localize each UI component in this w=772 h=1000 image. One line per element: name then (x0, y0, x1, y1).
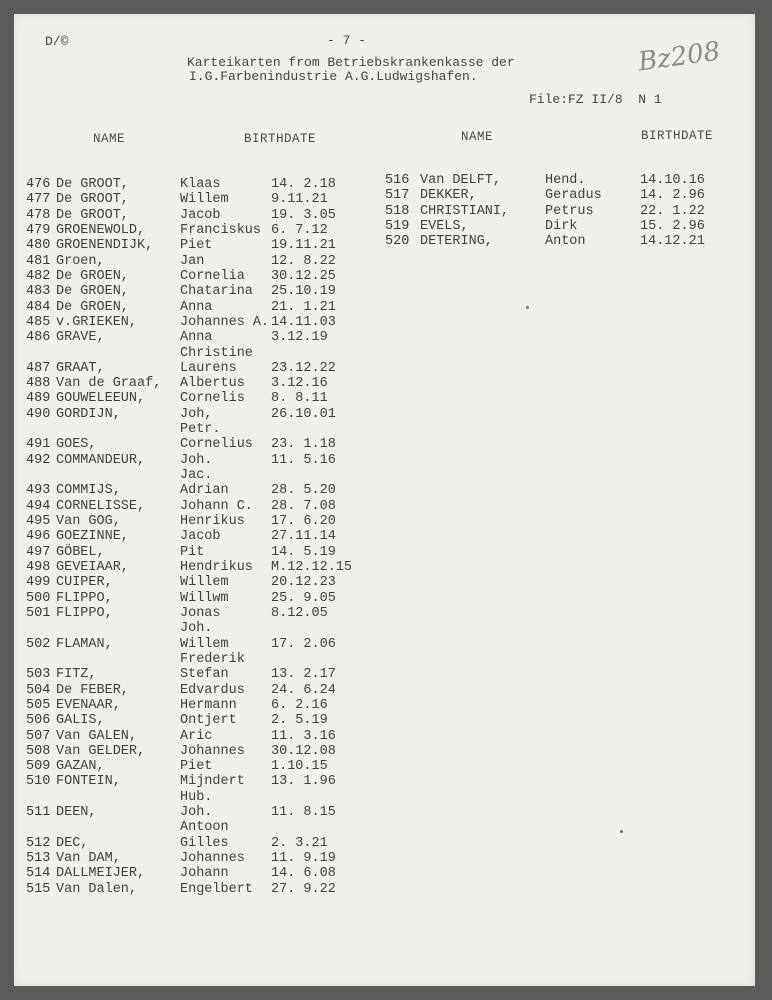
record-surname: GEVEIAAR, (56, 560, 129, 575)
record-num: 496 (26, 529, 51, 545)
record-num: 494 (26, 498, 51, 514)
record-num: 487 (26, 360, 51, 376)
record-num: 517 (385, 188, 410, 204)
record-first: Engelbert (180, 881, 253, 897)
record-first: Cornelia (180, 268, 245, 284)
record-surname: CHRISTIANI, (420, 203, 510, 219)
record-surname: GORDIJN, (56, 406, 121, 422)
record-surname: FITZ, (56, 667, 97, 683)
record-num: 485 (26, 314, 51, 330)
record-date: M.12.12.15 (271, 560, 353, 575)
record-date: 15. 2.96 (640, 218, 705, 234)
record-surname: DEKKER, (420, 188, 477, 204)
record-date: 27. 9.22 (271, 881, 336, 897)
handwritten-signature: Bz208 (636, 36, 723, 78)
record-date: 20.12.23 (271, 575, 336, 591)
record-surname: De FEBER, (56, 682, 129, 698)
record-first: Willwm (180, 590, 229, 606)
record-first: Hub. (180, 789, 213, 805)
record-first: Franciskus (180, 222, 262, 238)
record-first: Ontjert (180, 713, 237, 729)
record-date: 14. 6.08 (271, 866, 336, 882)
record-date: 13. 2.17 (271, 667, 336, 683)
record-date: 17. 6.20 (271, 514, 336, 530)
record-first: Jonas (180, 605, 221, 621)
record-date: 9.11.21 (271, 192, 328, 208)
record-first: Gilles (180, 835, 229, 851)
record-first: Hendrikus (180, 560, 253, 575)
record-num: 498 (26, 560, 51, 575)
file-reference: File:FZ II/8 N 1 (529, 92, 662, 107)
record-first: Willem (180, 192, 229, 208)
record-first: Jacob (180, 207, 221, 223)
record-surname: DALLMEIJER, (56, 866, 146, 882)
record-surname: v.GRIEKEN, (56, 314, 138, 330)
record-date: 21. 1.21 (271, 299, 336, 315)
column-header-name-right: NAME (461, 130, 494, 144)
record-num: 512 (26, 835, 51, 851)
record-num: 516 (385, 173, 410, 188)
record-surname: Van GOG, (56, 514, 121, 530)
record-num: 492 (26, 452, 51, 468)
record-date: 8. 8.11 (271, 391, 328, 407)
record-first: Laurens (180, 360, 237, 376)
record-surname: GALIS, (56, 713, 105, 729)
record-date: 28. 7.08 (271, 498, 336, 514)
record-first: Johannes (180, 851, 245, 867)
record-first: Johann (180, 866, 229, 882)
record-num: 510 (26, 774, 51, 790)
record-date: 30.12.08 (271, 743, 336, 759)
record-first: Stefan (180, 667, 229, 683)
record-num: 519 (385, 218, 410, 234)
record-num: 502 (26, 636, 51, 652)
record-first: Johannes (180, 743, 245, 759)
record-num: 493 (26, 483, 51, 499)
record-first: Christine (180, 345, 253, 361)
record-first: Albertus (180, 376, 245, 392)
record-date: 11. 9.19 (271, 851, 336, 867)
record-surname: DEEN, (56, 805, 97, 821)
record-surname: Van Dalen, (56, 881, 138, 897)
record-date: 11. 5.16 (271, 452, 336, 468)
record-first: Cornelis (180, 391, 245, 407)
record-num: 518 (385, 203, 410, 219)
record-num: 495 (26, 514, 51, 530)
record-surname: FONTEIN, (56, 774, 121, 790)
page-number: - 7 - (327, 33, 367, 48)
record-num: 480 (26, 238, 51, 254)
stray-mark (620, 830, 623, 833)
record-num: 505 (26, 697, 51, 713)
record-surname: DEC, (56, 835, 89, 851)
record-first: Pit (180, 544, 205, 560)
record-date: 14.12.21 (640, 234, 705, 250)
record-date: 27.11.14 (271, 529, 336, 545)
record-num: 486 (26, 330, 51, 346)
record-num: 504 (26, 682, 51, 698)
record-first: Joh. (180, 452, 213, 468)
record-first: Joh, (180, 406, 213, 422)
record-surname: EVELS, (420, 218, 469, 234)
record-date: 2. 3.21 (271, 835, 328, 851)
record-surname: FLIPPO, (56, 605, 113, 621)
record-num: 481 (26, 253, 51, 269)
record-surname: COMMANDEUR, (56, 452, 146, 468)
record-date: 22. 1.22 (640, 203, 705, 219)
record-date: 3.12.16 (271, 376, 328, 392)
record-first: Anna (180, 299, 213, 315)
record-date: 25.10.19 (271, 284, 336, 300)
record-first: Frederik (180, 651, 245, 667)
document-page (14, 14, 755, 986)
record-first: Geradus (545, 188, 602, 204)
record-date: 25. 9.05 (271, 590, 336, 606)
record-surname: GAZAN, (56, 759, 105, 775)
record-date: 2. 5.19 (271, 713, 328, 729)
record-num: 520 (385, 234, 410, 250)
record-surname: Groen, (56, 253, 105, 269)
record-surname: Van de Graaf, (56, 376, 162, 392)
record-first: Dirk (545, 218, 578, 234)
document-title-line-2: I.G.Farbenindustrie A.G.Ludwigshafen. (189, 69, 478, 84)
record-num: 514 (26, 866, 51, 882)
record-first: Jan (180, 253, 205, 269)
record-first: Johannes A. (180, 314, 270, 330)
record-num: 515 (26, 881, 51, 897)
record-first: Piet (180, 238, 213, 254)
record-date: 12. 8.22 (271, 253, 336, 269)
record-surname: Van GELDER, (56, 743, 146, 759)
stray-mark (526, 306, 529, 309)
record-date: 14. 2.96 (640, 188, 705, 204)
record-num: 511 (26, 805, 51, 821)
column-header-birthdate-left: BIRTHDATE (244, 132, 317, 146)
record-surname: FLIPPO, (56, 590, 113, 606)
record-num: 489 (26, 391, 51, 407)
record-surname: DETERING, (420, 234, 493, 250)
record-first: Henrikus (180, 514, 245, 530)
record-first: Joh. (180, 621, 213, 637)
record-surname: Van DAM, (56, 851, 121, 867)
record-first: Johann C. (180, 498, 253, 514)
record-num: 483 (26, 284, 51, 300)
record-date: 6. 7.12 (271, 222, 328, 238)
record-surname: De GROEN, (56, 268, 129, 284)
record-first: Petrus (545, 203, 594, 219)
record-num: 509 (26, 759, 51, 775)
record-first: Jac. (180, 468, 213, 484)
record-num: 507 (26, 728, 51, 744)
record-num: 499 (26, 575, 51, 591)
record-surname: GOUWELEEUN, (56, 391, 146, 407)
record-date: 19. 3.05 (271, 207, 336, 223)
record-num: 506 (26, 713, 51, 729)
record-num: 488 (26, 376, 51, 392)
record-first: Edvardus (180, 682, 245, 698)
record-num: 484 (26, 299, 51, 315)
record-first: Chatarina (180, 284, 253, 300)
record-surname: GRAAT, (56, 360, 105, 376)
record-date: 14.11.03 (271, 314, 336, 330)
record-first: Adrian (180, 483, 229, 499)
record-surname: Van GALEN, (56, 728, 138, 744)
record-surname: GOEZINNE, (56, 529, 129, 545)
column-header-name-left: NAME (93, 132, 126, 146)
record-num: 477 (26, 192, 51, 208)
record-first: Antoon (180, 820, 229, 836)
record-date: 8.12.05 (271, 605, 328, 621)
record-first: Willem (180, 575, 229, 591)
record-num: 497 (26, 544, 51, 560)
record-num: 500 (26, 590, 51, 606)
record-date: 14. 2.18 (271, 177, 336, 192)
record-date: 13. 1.96 (271, 774, 336, 790)
record-first: Petr. (180, 422, 221, 438)
document-reference: D/© (45, 34, 77, 49)
record-num: 478 (26, 207, 51, 223)
column-header-birthdate-right: BIRTHDATE (641, 129, 714, 143)
record-num: 508 (26, 743, 51, 759)
record-first: Aric (180, 728, 213, 744)
record-surname: De GROOT, (56, 207, 129, 223)
record-surname: GROENENDIJK, (56, 238, 154, 254)
record-surname: EVENAAR, (56, 697, 121, 713)
record-date: 28. 5.20 (271, 483, 336, 499)
record-surname: Van DELFT, (420, 173, 502, 188)
record-num: 491 (26, 437, 51, 453)
record-first: Anna (180, 330, 213, 346)
record-surname: De GROEN, (56, 284, 129, 300)
record-num: 479 (26, 222, 51, 238)
record-surname: COMMIJS, (56, 483, 121, 499)
record-surname: FLAMAN, (56, 636, 113, 652)
record-first: Hend. (545, 173, 586, 188)
record-surname: GÖBEL, (56, 544, 105, 560)
record-surname: De GROOT, (56, 177, 129, 192)
record-surname: CORNELISSE, (56, 498, 146, 514)
record-date: 3.12.19 (271, 330, 328, 346)
record-first: Piet (180, 759, 213, 775)
record-num: 503 (26, 667, 51, 683)
record-first: Jacob (180, 529, 221, 545)
record-date: 23. 1.18 (271, 437, 336, 453)
record-date: 6. 2.16 (271, 697, 328, 713)
record-first: Klaas (180, 177, 221, 192)
record-first: Cornelius (180, 437, 253, 453)
record-date: 14. 5.19 (271, 544, 336, 560)
record-surname: CUIPER, (56, 575, 113, 591)
record-date: 1.10.15 (271, 759, 328, 775)
record-num: 476 (26, 177, 51, 192)
record-first: Willem (180, 636, 229, 652)
record-first: Hermann (180, 697, 237, 713)
record-surname: GOES, (56, 437, 97, 453)
record-surname: GROENEWOLD, (56, 222, 146, 238)
record-num: 482 (26, 268, 51, 284)
record-surname: De GROEN, (56, 299, 129, 315)
document-title-line-1: Karteikarten from Betriebskrankenkasse der (187, 55, 515, 70)
record-date: 17. 2.06 (271, 636, 336, 652)
record-date: 30.12.25 (271, 268, 336, 284)
record-date: 19.11.21 (271, 238, 336, 254)
record-num: 490 (26, 406, 51, 422)
record-first: Anton (545, 234, 586, 250)
record-first: Joh. (180, 805, 213, 821)
record-date: 24. 6.24 (271, 682, 336, 698)
record-num: 513 (26, 851, 51, 867)
record-surname: GRAVE, (56, 330, 105, 346)
record-date: 26.10.01 (271, 406, 336, 422)
record-date: 14.10.16 (640, 173, 705, 188)
record-date: 11. 8.15 (271, 805, 336, 821)
record-date: 11. 3.16 (271, 728, 336, 744)
record-surname: De GROOT, (56, 192, 129, 208)
record-num: 501 (26, 605, 51, 621)
record-first: Mijndert (180, 774, 245, 790)
record-date: 23.12.22 (271, 360, 336, 376)
